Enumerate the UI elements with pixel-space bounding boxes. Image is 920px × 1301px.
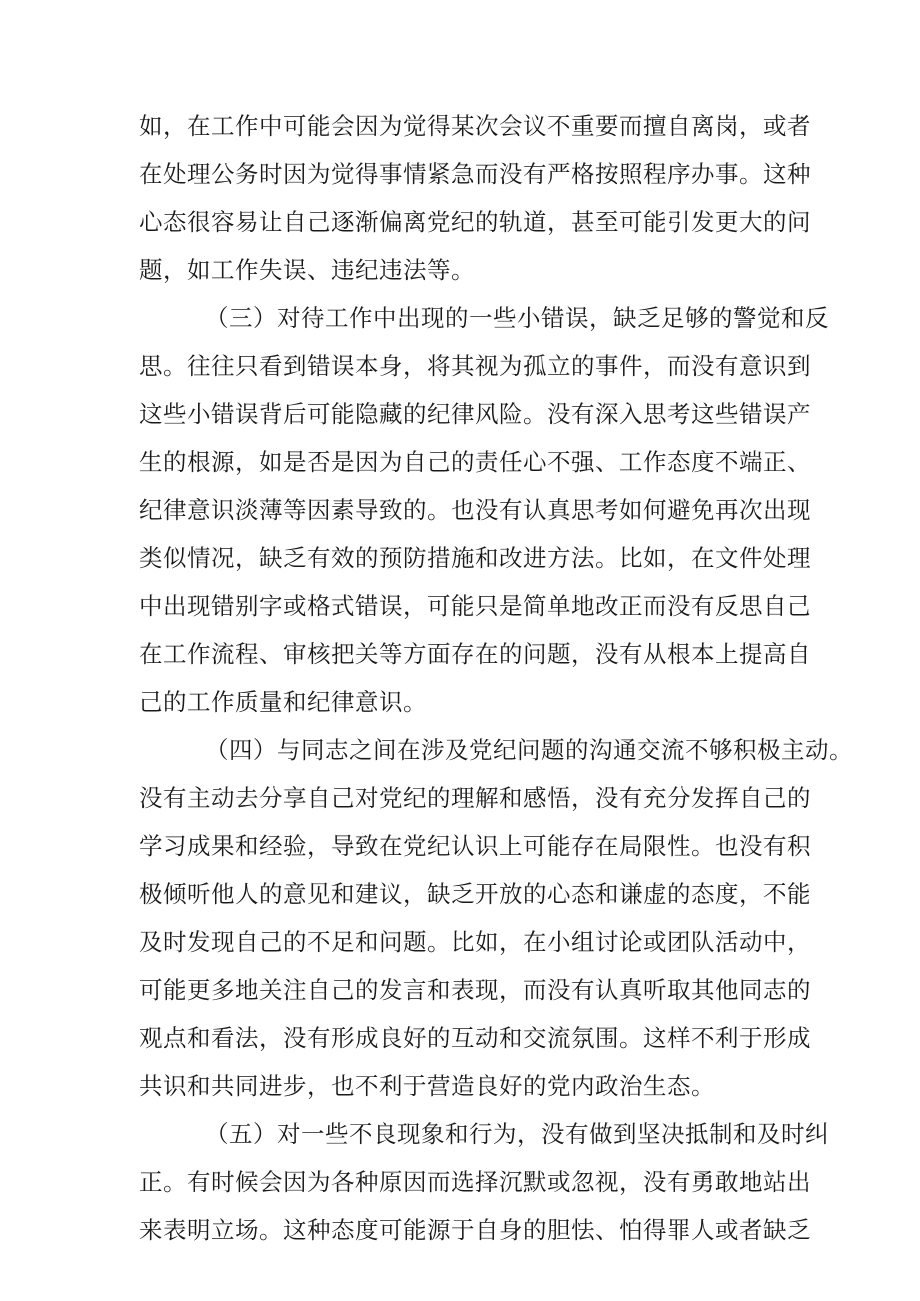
text-line: 己的工作质量和纪律意识。	[139, 688, 427, 716]
text-line: 来表明立场。这种态度可能源于自身的胆怯、怕得罪人或者缺乏	[139, 1216, 811, 1244]
paragraph-heading-3: （三）对待工作中出现的一些小错误，缺乏足够的警觉和反	[205, 304, 829, 332]
paragraph-heading-5: （五）对一些不良现象和行为，没有做到坚决抵制和及时纠	[205, 1120, 829, 1148]
text-line: 正。有时候会因为各种原因而选择沉默或忽视，没有勇敢地站出	[139, 1168, 811, 1196]
text-line: 及时发现自己的不足和问题。比如，在小组讨论或团队活动中，	[139, 928, 811, 956]
text-line: 如，在工作中可能会因为觉得某次会议不重要而擅自离岗，或者	[139, 112, 811, 140]
text-line: 极倾听他人的意见和建议，缺乏开放的心态和谦虚的态度，不能	[139, 880, 811, 908]
text-line: 纪律意识淡薄等因素导致的。也没有认真思考如何避免再次出现	[139, 496, 811, 524]
text-line: 学习成果和经验，导致在党纪认识上可能存在局限性。也没有积	[139, 832, 811, 860]
text-line: 这些小错误背后可能隐藏的纪律风险。没有深入思考这些错误产	[139, 400, 811, 428]
text-line: 类似情况，缺乏有效的预防措施和改进方法。比如，在文件处理	[139, 544, 811, 572]
paragraph-heading-4: （四）与同志之间在涉及党纪问题的沟通交流不够积极主动。	[205, 736, 853, 764]
text-line: 题，如工作失误、违纪违法等。	[139, 256, 475, 284]
text-line: 观点和看法，没有形成良好的互动和交流氛围。这样不利于形成	[139, 1024, 811, 1052]
text-line: 心态很容易让自己逐渐偏离党纪的轨道，甚至可能引发更大的问	[139, 208, 811, 236]
text-line: 在工作流程、审核把关等方面存在的问题，没有从根本上提高自	[139, 640, 811, 668]
text-line: 在处理公务时因为觉得事情紧急而没有严格按照程序办事。这种	[139, 160, 811, 188]
text-line: 共识和共同进步，也不利于营造良好的党内政治生态。	[139, 1072, 715, 1100]
text-line: 可能更多地关注自己的发言和表现，而没有认真听取其他同志的	[139, 976, 811, 1004]
text-line: 生的根源，如是否是因为自己的责任心不强、工作态度不端正、	[139, 448, 811, 476]
text-line: 思。往往只看到错误本身，将其视为孤立的事件，而没有意识到	[139, 352, 811, 380]
text-line: 没有主动去分享自己对党纪的理解和感悟，没有充分发挥自己的	[139, 784, 811, 812]
text-line: 中出现错别字或格式错误，可能只是简单地改正而没有反思自己	[139, 592, 811, 620]
